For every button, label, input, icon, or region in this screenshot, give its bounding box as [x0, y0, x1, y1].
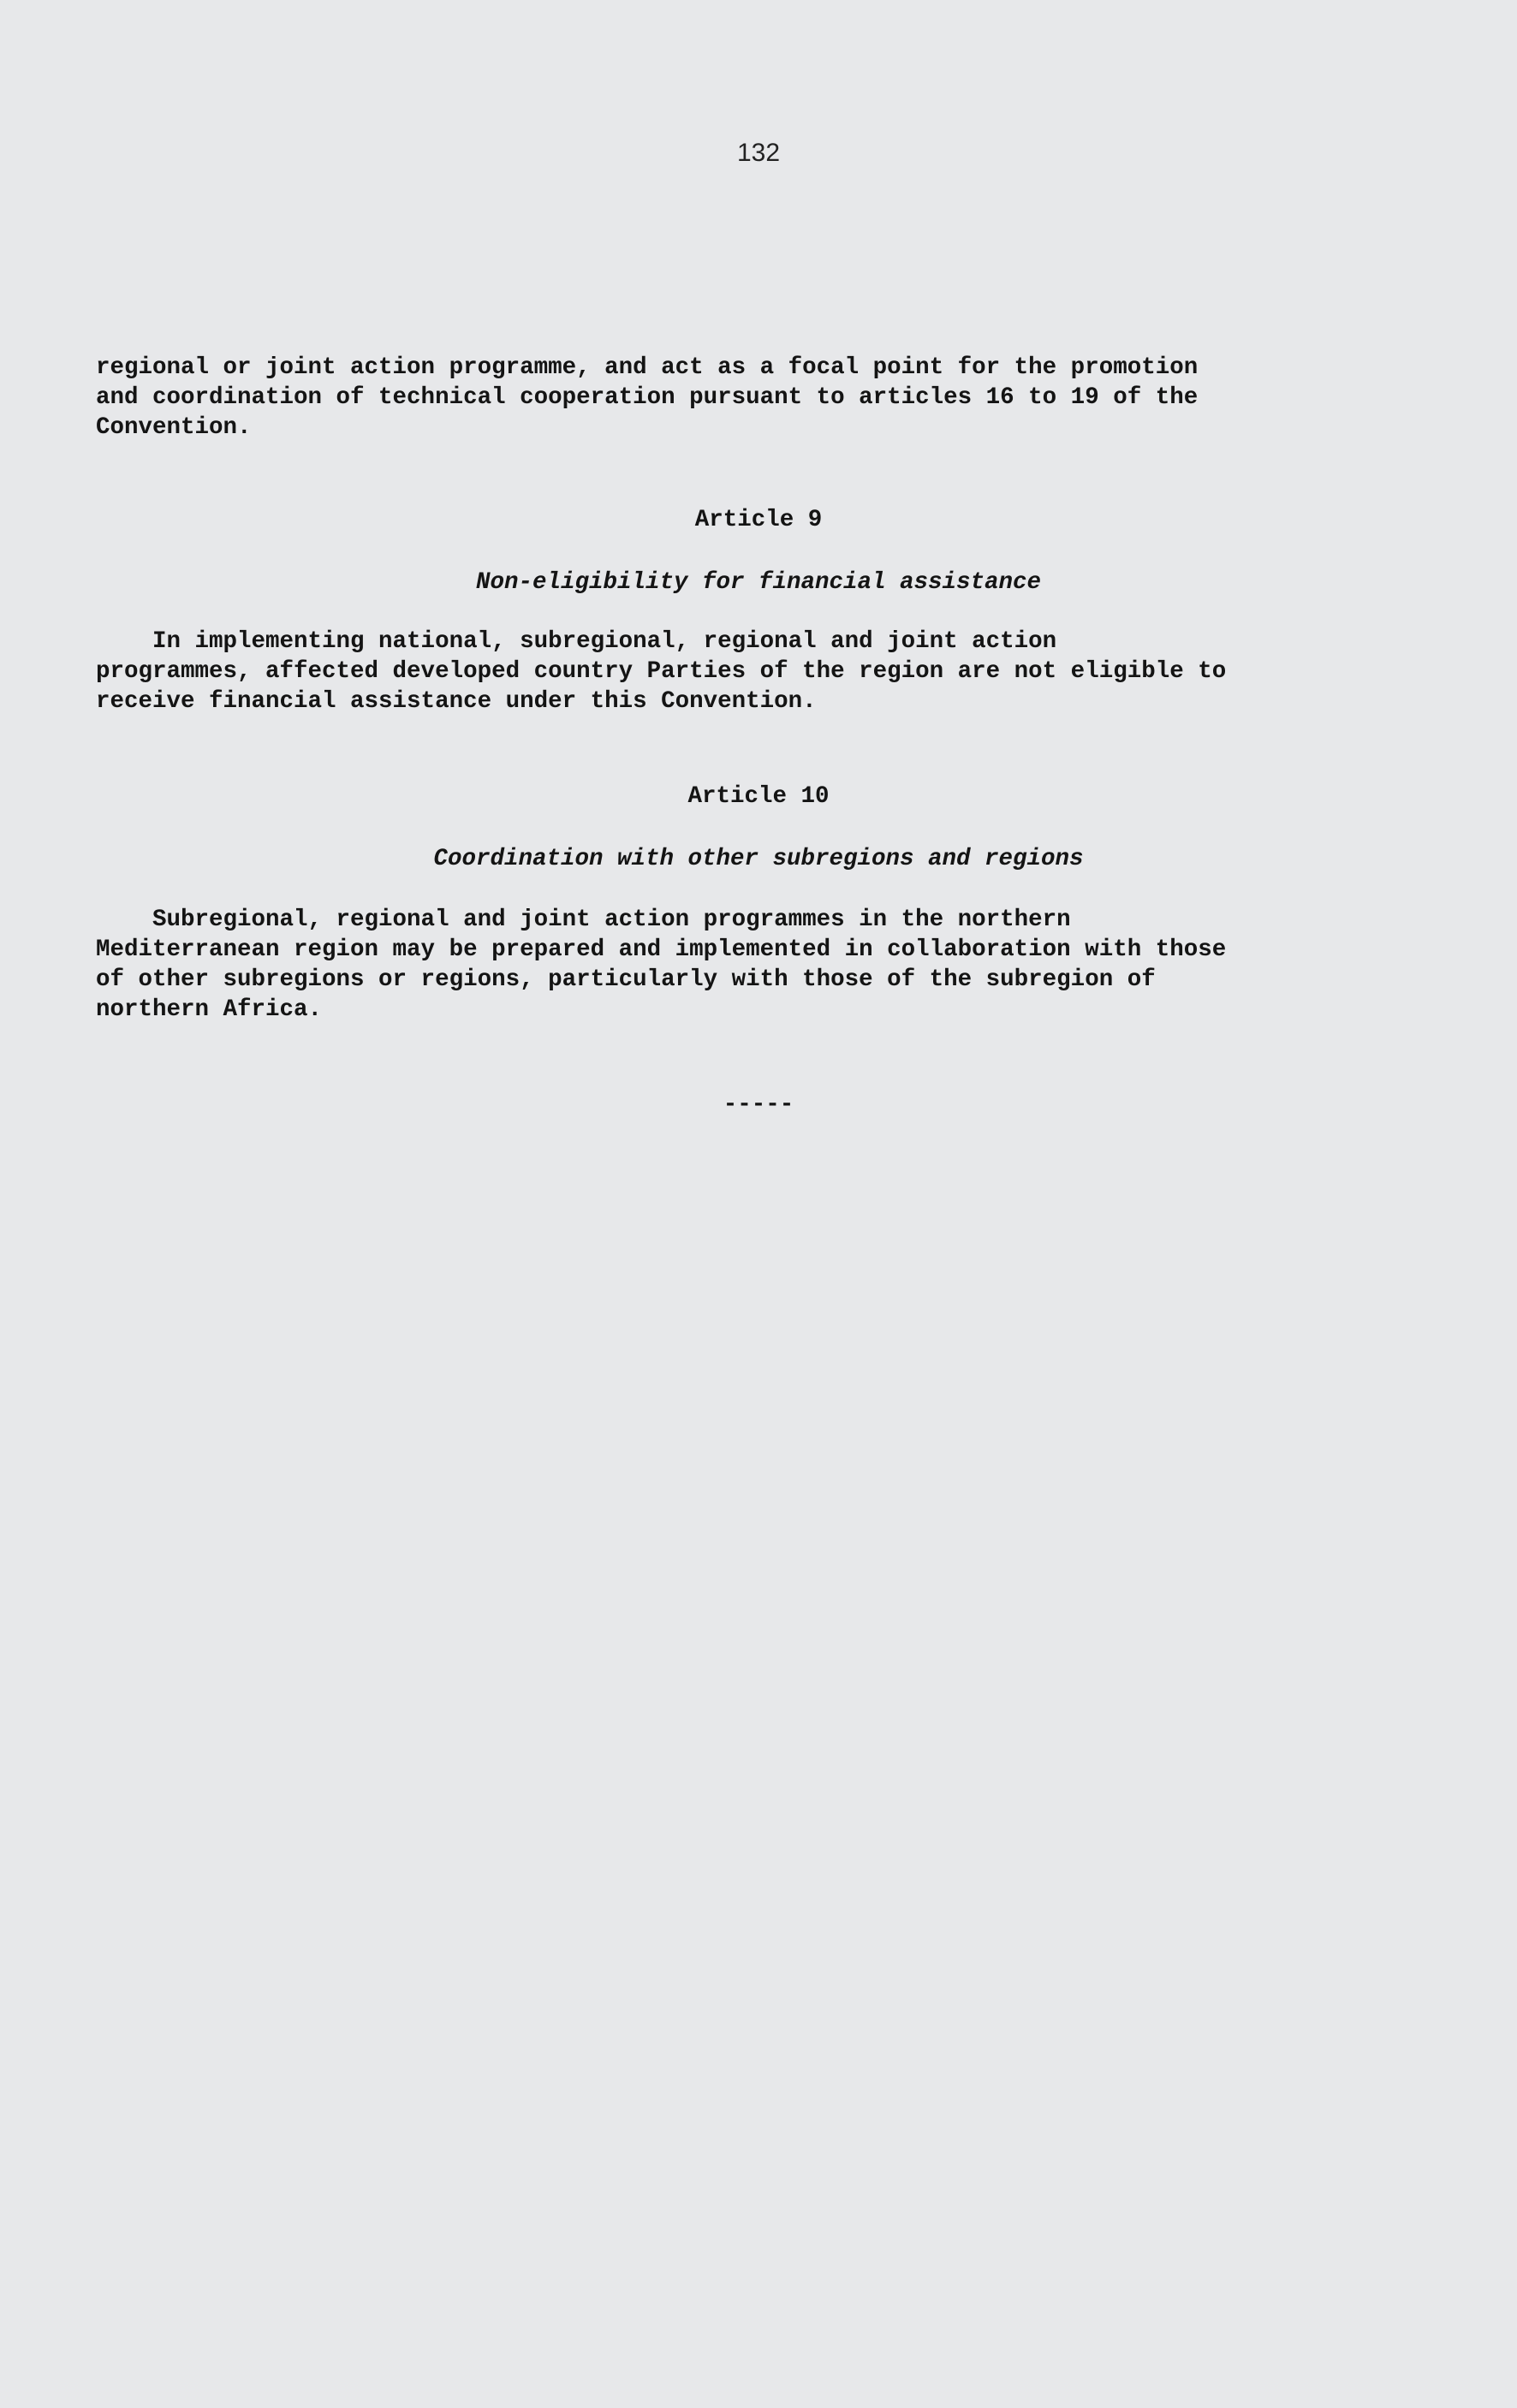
text-line: Mediterranean region may be prepared and implemented in collaboration with those	[96, 936, 1227, 963]
article-10-body	[96, 905, 1346, 1025]
text-line: Convention.	[96, 414, 252, 441]
article-9-title: Non-eligibility for financial assistance	[475, 569, 1042, 596]
text-line: Subregional, regional and joint action programmes in the northern	[96, 907, 1071, 933]
text-line: In implementing national, subregional, regional and joint action	[96, 628, 1057, 655]
text-line: receive financial assistance under this Convention.	[96, 688, 817, 715]
opening-paragraph	[96, 353, 1346, 443]
section-separator: -----	[723, 1091, 794, 1118]
text-line: of other subregions or regions, particularly with those of the subregion of	[96, 966, 1156, 993]
article-9-body	[96, 627, 1346, 716]
article-10-title: Coordination with other subregions and regions	[433, 846, 1084, 872]
text-line: northern Africa.	[96, 996, 323, 1023]
text-line: and coordination of technical cooperation pursuant to articles 16 to 19 of the	[96, 384, 1199, 411]
text-line: programmes, affected developed country Parties of the region are not eligible to	[96, 658, 1227, 685]
text-line: regional or joint action programme, and act as a focal point for the promotion	[96, 354, 1199, 381]
page-number: 132	[736, 139, 781, 167]
article-9-heading: Article 9	[694, 507, 823, 533]
article-10-heading: Article 10	[687, 783, 830, 810]
